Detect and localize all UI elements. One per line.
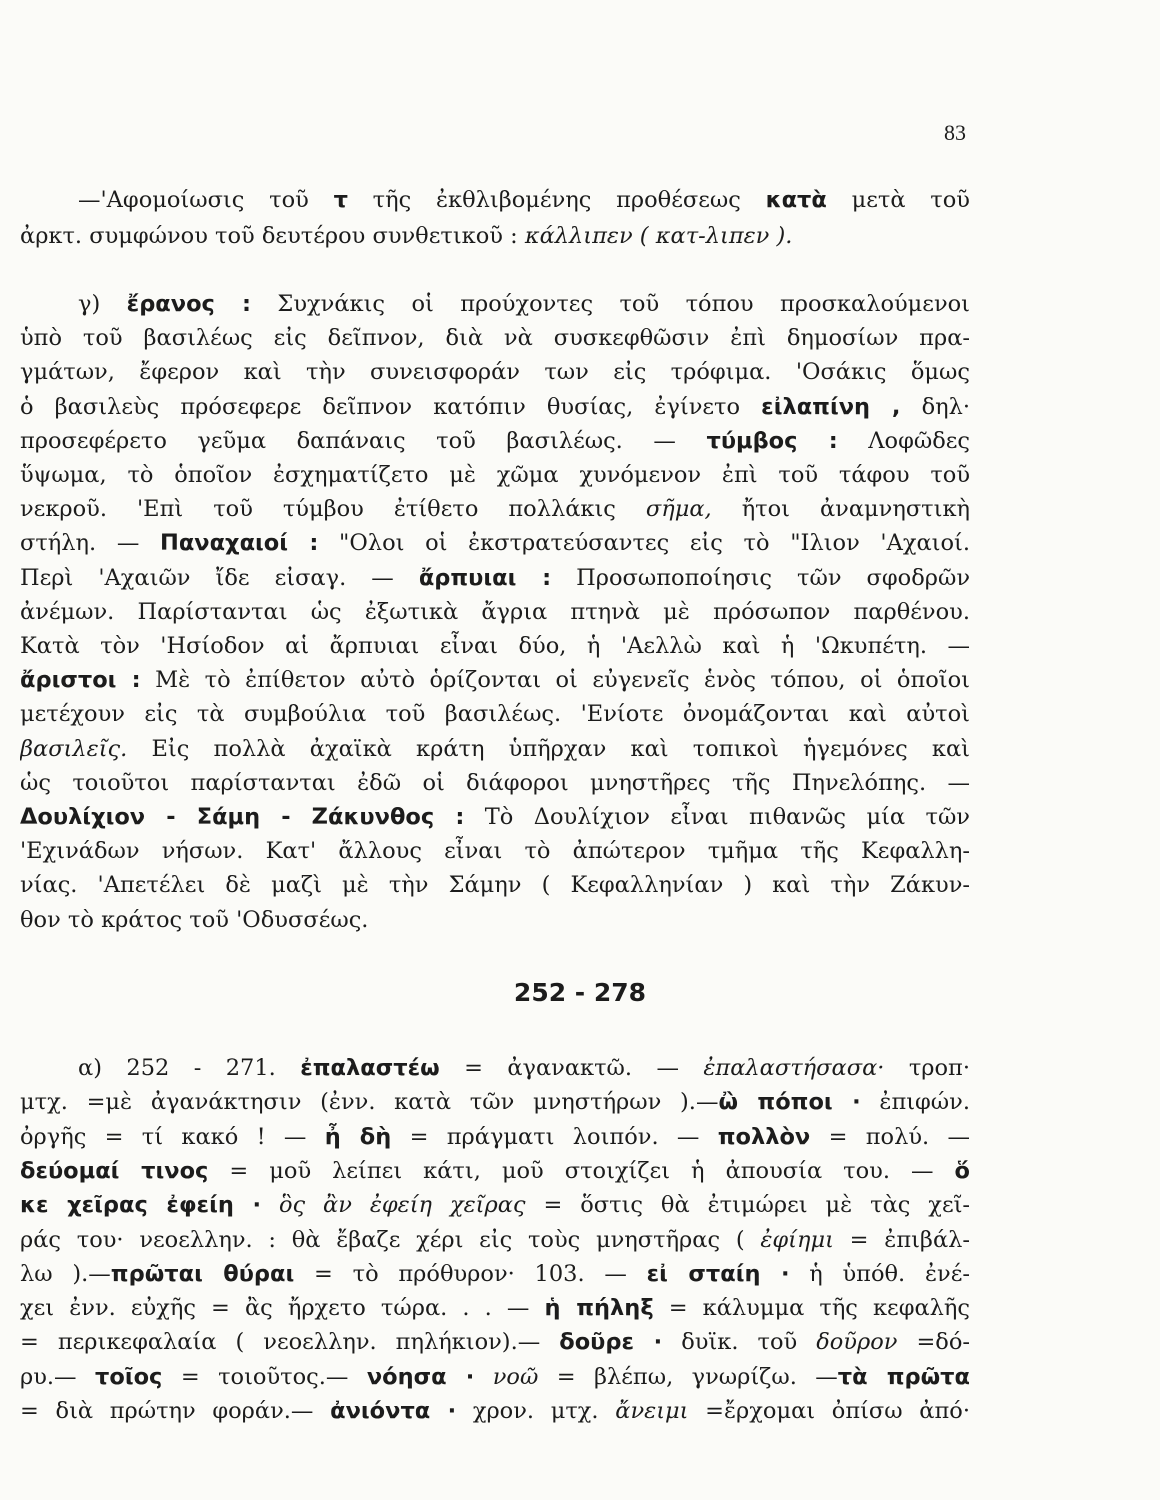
text-run: ἐπιφών. [860, 1089, 970, 1116]
bold-term: εἰλαπίνη , [761, 393, 901, 420]
text-run: δηλ· [900, 393, 970, 420]
italic-term: ἐφίημι [760, 1226, 834, 1253]
text-run [474, 1364, 492, 1390]
text-line [20, 1290, 970, 1326]
text-line [20, 1256, 970, 1292]
text-run: χρον. μτχ. [456, 1398, 616, 1424]
bold-term: ἄρπυιαι : [418, 564, 552, 591]
text-line [20, 1324, 970, 1360]
bold-term: ἀνιόντα · [330, 1398, 457, 1424]
bold-term: τ [333, 187, 348, 213]
bold-term: δοῦρε · [559, 1329, 663, 1356]
text-run: Τὸ Δουλίχιον εἶναι πιθανῶς μία τῶν [464, 804, 970, 830]
text-run: = τὸ πρόθυρον· 103. — [294, 1260, 647, 1287]
bold-term: τοῖος [95, 1363, 163, 1390]
text-line [20, 799, 970, 835]
bold-term: ἡ πήληξ [544, 1295, 654, 1322]
text-run: γ) [78, 291, 127, 317]
text-line [20, 491, 970, 527]
text-line [20, 1187, 970, 1223]
text-run: προσεφέρετο γεῦμα δαπάναις τοῦ βασιλέως. — [20, 427, 707, 454]
bold-term: δεύομαί τινος [20, 1157, 209, 1184]
text-run: ἀρκτ. συμφώνου τοῦ δευτέρου συνθετικοῦ : [20, 223, 525, 249]
text-run: γμάτων, ἔφερον καὶ τὴν συνεισφοράν των εἰς τρόφιμα. 'Οσάκις ὅμως [20, 359, 970, 386]
text-run: νίας. 'Απετέλει δὲ μαζὶ μὲ τὴν Σάμην ( Κεφαλληνίαν ) καὶ τὴν Ζάκυν- [20, 872, 970, 899]
bold-term: νόησα · [366, 1363, 475, 1390]
italic-term: ἐπαλαστήσασα· [703, 1055, 885, 1081]
text-line [20, 423, 970, 459]
text-run: = ὅστις θὰ ἐτιμώρει μὲ τὰς χεῖ- [525, 1192, 970, 1219]
bold-term: κατὰ [765, 187, 827, 213]
text-line [20, 696, 970, 732]
bold-term: ἔρανος : [126, 291, 251, 317]
text-run: τῆς ἐκθλιβομένης προθέσεως [347, 187, 766, 213]
text-run: =δό- [897, 1329, 970, 1356]
text-run: ἤτοι ἀναμνηστικὴ [711, 496, 970, 523]
text-run: = κάλυμμα τῆς κεφαλῆς [653, 1295, 970, 1322]
italic-term: βασιλεῖς. [20, 735, 128, 762]
text-run: ἀνέμων. Παρίστανται ὡς ἐξωτικὰ ἄγρια πτηνὰ μὲ πρόσωπον παρθένου. [20, 598, 970, 625]
bold-term: εἰ σταίη · [646, 1260, 790, 1287]
text-run: = μοῦ λείπει κάτι, μοῦ στοιχίζει ἡ ἀπουσία του. — [208, 1157, 955, 1184]
bold-term: Παναχαιοί : [159, 530, 319, 557]
text-line [20, 833, 970, 869]
text-run: Λοφῶδες [837, 427, 970, 454]
text-run: —'Αφομοίωσις τοῦ [78, 187, 334, 213]
text-line [20, 354, 970, 390]
text-line [20, 1119, 970, 1155]
text-run: Συχνάκις οἱ προύχοντες τοῦ τόπου προσκαλούμενοι [251, 291, 970, 317]
text-run: ρυ.— [20, 1363, 95, 1390]
text-run: = πράγματι λοιπόν. — [391, 1123, 718, 1150]
text-line [20, 1153, 970, 1189]
text-run: = πολύ. — [810, 1123, 970, 1150]
bold-term: κε χεῖρας ἐφείη · [20, 1192, 262, 1219]
text-run: = διὰ πρώτην φοράν.— [20, 1398, 331, 1424]
text-run: = ἐπιβάλ- [833, 1226, 970, 1253]
text-run: ὕψωμα, τὸ ὁποῖον ἐσχηματίζετο μὲ χῶμα χυνόμενον ἐπὶ τοῦ τάφου τοῦ [20, 462, 970, 488]
text-run: = ἀγανακτῶ. — [439, 1055, 704, 1081]
italic-term: ἄνειμι [615, 1398, 689, 1424]
text-line [20, 457, 970, 493]
text-run: δυϊκ. τοῦ [662, 1329, 817, 1356]
text-line [20, 560, 970, 596]
text-run: μετὰ τοῦ [826, 187, 970, 213]
text-run: α) 252 - 271. [78, 1055, 301, 1081]
bold-term: ἦ δὴ [324, 1123, 392, 1150]
text-line [20, 1084, 970, 1120]
text-run: =ἔρχομαι ὀπίσω ἀπό· [688, 1398, 970, 1424]
text-run [261, 1192, 279, 1218]
text-line [20, 731, 970, 767]
text-line [20, 867, 970, 903]
text-run: Εἰς πολλὰ ἀχαϊκὰ κράτη ὑπῆρχαν καὶ τοπικοὶ ἡγεμόνες καὶ [127, 735, 970, 762]
text-run: "Ολοι οἱ ἐκστρατεύσαντες εἰς τὸ "Ιλιον 'Αχαιοί. [318, 530, 970, 557]
text-run: τροπ· [884, 1055, 970, 1081]
section-heading: 252 - 278 [513, 978, 647, 1007]
bold-term: ὅ [954, 1157, 970, 1184]
text-line [20, 1359, 970, 1395]
text-run: ἡ ὑπόθ. ἐνέ- [789, 1260, 970, 1287]
italic-term: νοῶ [492, 1363, 539, 1390]
text-line [20, 389, 970, 425]
text-run: θον τὸ κράτος τοῦ 'Οδυσσέως. [20, 906, 369, 933]
text-line [20, 1393, 970, 1429]
text-run: μτχ. =μὲ ἀγανάκτησιν (ἐνν. κατὰ τῶν μνηστήρων ).— [20, 1089, 719, 1116]
bold-term: πρῶται θύραι [110, 1260, 295, 1287]
text-line [20, 525, 970, 561]
text-line [20, 628, 970, 664]
text-run: ὁ βασιλεὺς πρόσεφερε δεῖπνον κατόπιν θυσίας, ἐγίνετο [20, 393, 762, 420]
page-number: 83 [944, 120, 966, 145]
bold-term: τὰ πρῶτα [837, 1363, 970, 1390]
text-run: λω ).— [20, 1260, 111, 1287]
italic-term: σῆμα, [645, 496, 712, 523]
text-line [20, 662, 970, 698]
text-run: ὑπὸ τοῦ βασιλέως εἰς δεῖπνον, διὰ νὰ συσκεφθῶσιν ἐπὶ δημοσίων πρα- [20, 325, 970, 352]
italic-term: δοῦρον [816, 1329, 898, 1356]
text-run: χει ἐνν. εὐχῆς = ἂς ἤρχετο τώρα. . . — [20, 1295, 545, 1322]
text-run: Κατὰ τὸν 'Ησίοδον αἱ ἄρπυιαι εἶναι δύο, ἡ 'Αελλὼ καὶ ἡ 'Ωκυπέτη. — [20, 633, 970, 659]
text-run: Προσωποποίησις τῶν σφοδρῶν [551, 564, 970, 591]
italic-term: ὃς ἂν ἐφείη χεῖρας [278, 1192, 526, 1219]
text-line [20, 1222, 970, 1258]
text-run: ράς του· νεοελλην. : θὰ ἔβαζε χέρι εἰς τοὺς μνηστῆρας ( [20, 1226, 761, 1253]
text-run: = περικεφαλαία ( νεοελλην. πηλήκιον).— [20, 1329, 560, 1356]
italic-term: κάλλιπεν ( κατ-λιπεν ). [524, 223, 793, 249]
text-line [20, 1050, 970, 1086]
text-line [20, 765, 970, 801]
text-line [20, 320, 970, 356]
bold-term: πολλὸν [717, 1123, 811, 1150]
text-run: = τοιοῦτος.— [162, 1363, 367, 1390]
text-line [20, 182, 970, 218]
bold-term: ἐπαλαστέω [300, 1055, 440, 1081]
bold-term: τύμβος : [706, 427, 838, 454]
bold-term: ὢ πόποι · [718, 1089, 861, 1116]
text-run: ὀργῆς = τί κακό ! — [20, 1123, 325, 1150]
bold-term: ἄριστοι : [20, 667, 141, 694]
text-line [20, 218, 970, 254]
text-run: στήλη. — [20, 530, 160, 557]
text-run: = βλέπω, γνωρίζω. — [538, 1363, 838, 1390]
text-run: Μὲ τὸ ἐπίθετον αὐτὸ ὁρίζονται οἱ εὐγενεῖς ἑνὸς τόπου, οἱ ὁποῖοι [140, 667, 970, 694]
text-line [20, 594, 970, 630]
text-line [20, 902, 970, 938]
text-run: ὡς τοιοῦτοι παρίστανται ἐδῶ οἱ διάφοροι μνηστῆρες τῆς Πηνελόπης. — [20, 769, 970, 796]
text-line [20, 286, 970, 322]
text-run: νεκροῦ. 'Επὶ τοῦ τύμβου ἐτίθετο πολλάκις [20, 496, 646, 523]
text-run: 'Εχινάδων νήσων. Κατ' ἄλλους εἶναι τὸ ἀπώτερον τμῆμα τῆς Κεφαλλη- [20, 838, 970, 865]
bold-term: Δουλίχιον - Σάμη - Ζάκυνθος : [20, 804, 465, 830]
text-run: Περὶ 'Αχαιῶν ἴδε εἰσαγ. — [20, 564, 419, 591]
text-run: μετέχουν εἰς τὰ συμβούλια τοῦ βασιλέως. 'Ενίοτε ὀνομάζονται καὶ αὐτοὶ [20, 701, 970, 728]
